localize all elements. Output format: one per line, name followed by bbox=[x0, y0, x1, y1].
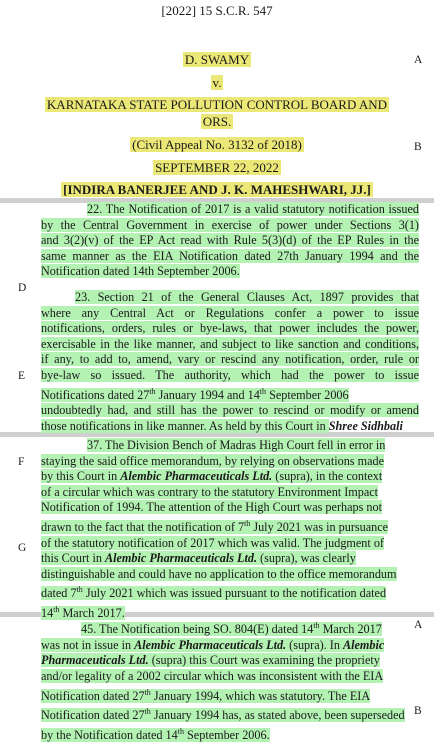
text-fragment: Notifications dated 27 bbox=[41, 387, 150, 402]
versus-line bbox=[0, 75, 434, 91]
petitioner-line bbox=[0, 52, 434, 68]
text-fragment: 45. The Notification being SO. 804(E) dated 14 bbox=[81, 622, 314, 637]
text-line: distinguishable and could have no application to the office memorandum bbox=[41, 566, 397, 581]
text-fragment: (supra) this Court was examining the propriety bbox=[148, 653, 380, 668]
bench-judges: [INDIRA BANERJEE AND J. K. MAHESHWARI, JJ.] bbox=[63, 182, 371, 197]
superscript: th bbox=[53, 605, 60, 615]
text-fragment: January 1994 has, as stated above, been superseded bbox=[150, 708, 405, 723]
text-fragment: March 2017. bbox=[59, 606, 125, 621]
case-name: Alembic Pharmaceuticals Ltd. bbox=[120, 469, 273, 484]
text-fragment: (supra). In bbox=[286, 637, 343, 652]
text-line bbox=[41, 419, 329, 433]
text-line: Notification dated 14th September 2006. bbox=[41, 264, 240, 279]
case-number-line bbox=[0, 137, 434, 153]
text-line bbox=[41, 728, 270, 742]
text-fragment: Notification dated 27 bbox=[41, 708, 145, 723]
judgment-date: SEPTEMBER 22, 2022 bbox=[155, 160, 279, 175]
text-fragment: by the Notification dated 14 bbox=[41, 727, 178, 742]
text-line bbox=[41, 586, 386, 600]
text-line: 37. The Division Bench of Madras High Court fell in error in bbox=[87, 438, 386, 452]
citation: [2022] 15 S.C.R. 547 bbox=[161, 3, 273, 18]
text-line bbox=[41, 551, 356, 565]
case-name: Alembic bbox=[342, 637, 385, 652]
text-line bbox=[41, 708, 405, 722]
versus-text: v. bbox=[212, 75, 222, 90]
text-fragment: Notification dated 27 bbox=[41, 688, 145, 703]
margin-letter-a: A bbox=[414, 54, 423, 66]
text-fragment: (supra), was clearly bbox=[257, 551, 356, 566]
petitioner-name: D. SWAMY bbox=[184, 52, 250, 67]
bench-line bbox=[0, 182, 434, 198]
margin-letter-b-lower: B bbox=[414, 705, 422, 717]
superscript: th bbox=[313, 621, 320, 630]
text-line: if any, to add to, amend, vary or rescind any notification, order, rule or bbox=[41, 352, 419, 367]
text-line bbox=[41, 388, 349, 402]
respondent-line-2 bbox=[0, 114, 434, 130]
case-name: Alembic Pharmaceuticals Ltd. bbox=[105, 551, 257, 566]
case-name: Shree Sidhbali bbox=[328, 418, 403, 433]
margin-letter-e: E bbox=[18, 370, 26, 382]
text-line bbox=[41, 469, 382, 483]
text-line bbox=[41, 638, 384, 652]
text-line: notifications, orders, rules or bye-laws, that power includes the power, bbox=[41, 321, 419, 336]
paragraph-23 bbox=[41, 290, 419, 434]
margin-letter-f: F bbox=[18, 456, 25, 468]
superscript: th bbox=[177, 726, 184, 736]
superscript: th bbox=[144, 707, 151, 717]
text-line: by the Central Government in exercise of power under Sections 3(1) bbox=[41, 217, 419, 232]
paragraph-37 bbox=[41, 438, 419, 622]
text-line: where any Central Act or Regulations confer a power to issue bbox=[41, 305, 419, 320]
text-fragment: January 1994 and 14 bbox=[155, 387, 260, 402]
superscript: th bbox=[149, 386, 156, 396]
text-fragment: those notifications in like manner. As held by this Court in bbox=[41, 418, 329, 433]
paragraph-22 bbox=[41, 202, 419, 280]
text-fragment: dated 7 bbox=[41, 586, 77, 601]
superscript: th bbox=[76, 585, 83, 595]
text-line bbox=[41, 689, 370, 703]
text-line: and 3(2)(v) of the EP Act read with Rule 5(3)(d) of the EP Rules in the bbox=[41, 233, 419, 248]
text-fragment: this Court in bbox=[41, 551, 105, 566]
respondent-line-1 bbox=[0, 97, 434, 113]
text-fragment: July 2021 which was issued pursuant to the notification dated bbox=[82, 586, 387, 601]
text-line: exercisable in the like manner, and subject to like sanction and conditions, bbox=[41, 336, 419, 351]
case-name: Pharmaceuticals Ltd. bbox=[41, 653, 149, 668]
text-fragment: (supra), in the context bbox=[272, 469, 383, 484]
text-line: of a circular which was contrary to the statutory Environment Impact bbox=[41, 484, 379, 499]
text-line: and/or legality of a 2002 circular which was inconsistent with the EIA bbox=[41, 668, 384, 683]
margin-letter-g: G bbox=[18, 542, 27, 554]
respondent-name-2: ORS. bbox=[202, 114, 232, 129]
superscript: th bbox=[144, 687, 151, 697]
text-fragment: July 2021 was in pursuance bbox=[250, 520, 389, 535]
text-line: bye-law so issued. The authority, which had the power to issue bbox=[41, 367, 419, 382]
text-fragment: March 2017 bbox=[319, 622, 382, 637]
respondent-name-1: KARNATAKA STATE POLLUTION CONTROL BOARD AND bbox=[46, 97, 388, 112]
text-fragment: was not in issue in bbox=[41, 637, 135, 652]
margin-letter-b: B bbox=[414, 141, 422, 153]
case-name: Alembic Pharmaceuticals Ltd. bbox=[134, 637, 287, 652]
text-line: staying the said office memorandum, by relying on observations made bbox=[41, 453, 384, 468]
text-line bbox=[81, 622, 382, 636]
text-line: Notification of 1994. The attention of the High Court was perhaps not bbox=[41, 500, 382, 515]
text-line: 23. Section 21 of the General Clauses Act, 1897 provides that bbox=[75, 290, 419, 304]
superscript: th bbox=[259, 386, 267, 396]
case-number: (Civil Appeal No. 3132 of 2018) bbox=[132, 137, 302, 152]
margin-letter-d: D bbox=[18, 282, 27, 294]
text-fragment: January 1994, which was statutory. The EIA bbox=[150, 688, 371, 703]
paragraph-45 bbox=[41, 618, 419, 743]
text-fragment: drawn to the fact that the notification of 7 bbox=[41, 520, 245, 535]
text-fragment: September 2006 bbox=[266, 387, 349, 402]
text-line bbox=[41, 520, 388, 534]
margin-letter-a-lower: A bbox=[414, 619, 423, 631]
date-line bbox=[0, 160, 434, 176]
text-line: undoubtedly had, and still has the power to rescind or modify or amend bbox=[41, 403, 419, 418]
text-fragment: September 2006. bbox=[183, 727, 270, 742]
text-line: 22. The Notification of 2017 is a valid statutory notification issued bbox=[87, 202, 419, 216]
text-fragment: 14 bbox=[41, 606, 54, 621]
superscript: th bbox=[244, 518, 251, 528]
text-fragment: by this Court in bbox=[41, 469, 121, 484]
text-line: same manner as the EIA Notification dated 27th January 1994 and the bbox=[41, 248, 419, 263]
text-line bbox=[41, 653, 380, 667]
text-line: of the statutory notification of 2017 which was valid. The judgment of bbox=[41, 535, 384, 550]
